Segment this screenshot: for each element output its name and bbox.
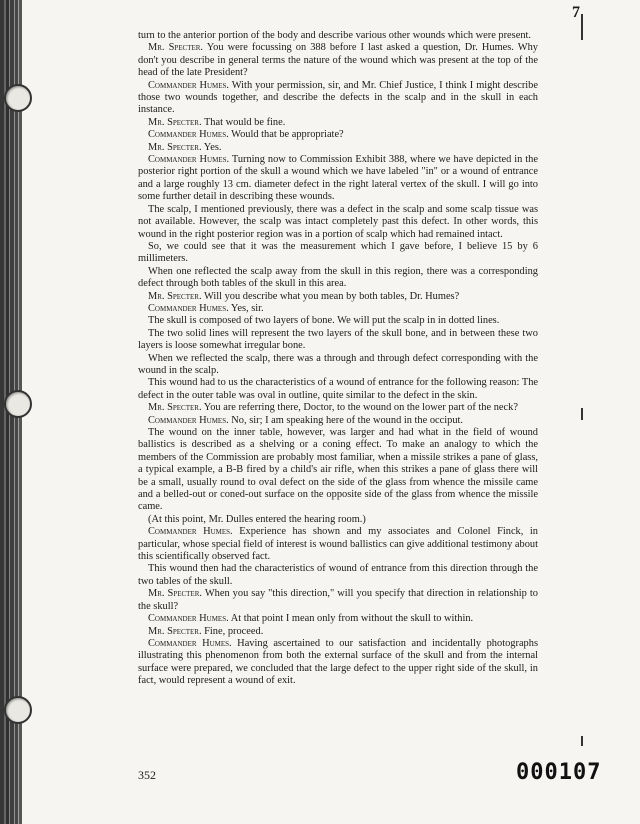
paragraph-text: The scalp, I mentioned previously, there was a defect in the scalp and some scalp tissue was not available. However, the scalp was intact completely past this defect. In other words, this wound in the right posterior region was in a portion of scalp which had remained intact. bbox=[138, 203, 538, 240]
testimony-text bbox=[138, 30, 538, 688]
corner-mark: 7 bbox=[572, 4, 580, 21]
paragraph bbox=[138, 415, 538, 427]
paragraph bbox=[138, 241, 538, 266]
page-number: 352 bbox=[138, 768, 156, 782]
paragraph-text: You were focussing on 388 before I last asked a question, Dr. Humes. Why don't you describe in general terms the nature of the wound which was present at the top of the head of the late President? bbox=[138, 42, 538, 79]
speaker-name: Commander Humes. bbox=[148, 154, 230, 166]
paragraph-text: The skull is composed of two layers of bone. We will put the scalp in in dotted lines. bbox=[148, 315, 500, 327]
speaker-name: Commander Humes. bbox=[148, 79, 230, 91]
paragraph bbox=[138, 142, 538, 154]
paragraph-text: turn to the anterior portion of the body and describe various other wounds which were present. bbox=[138, 30, 532, 41]
paragraph-text: The two solid lines will represent the two layers of the skull bone, and in between these two layers is loose somewhat irregular bone. bbox=[138, 327, 538, 352]
paragraph-text: With your permission, sir, and Mr. Chief Justice, I think I might describe those two wounds together, and describe the defects in the scalp and in the skull in each instance. bbox=[138, 79, 538, 116]
paragraph bbox=[138, 129, 538, 141]
paragraph bbox=[138, 303, 538, 315]
paragraph-text: (At this point, Mr. Dulles entered the hearing room.) bbox=[148, 513, 366, 525]
paragraph-text: Having ascertained to our satisfaction and incidentally photographs illustrating this phenomenon from both the external surface of the skull and from the internal surface were prepared, we concluded that the large defect to the upper right side of the skull, in fact, would represent a wound of exit. bbox=[138, 637, 538, 687]
paragraph bbox=[138, 638, 538, 688]
paragraph bbox=[138, 117, 538, 129]
speaker-name: Commander Humes. bbox=[148, 414, 229, 426]
paragraph bbox=[138, 80, 538, 117]
paragraph bbox=[138, 328, 538, 353]
punch-hole-bottom bbox=[4, 696, 32, 724]
paragraph bbox=[138, 514, 538, 526]
speaker-name: Mr. Specter. bbox=[148, 625, 202, 637]
paragraph bbox=[138, 291, 538, 303]
punch-hole-middle bbox=[4, 390, 32, 418]
paragraph bbox=[138, 154, 538, 204]
paragraph-text: So, we could see that it was the measurement which I gave before, I believe 15 by 6 millimeters. bbox=[138, 240, 538, 265]
speaker-name: Commander Humes. bbox=[148, 526, 233, 538]
speaker-name: Mr. Specter. bbox=[148, 42, 204, 54]
paragraph bbox=[138, 626, 538, 638]
speaker-name: Commander Humes. bbox=[148, 613, 229, 625]
paragraph bbox=[138, 613, 538, 625]
paragraph-text: When you say "this direction," will you specify that direction in relationship to the skull? bbox=[138, 588, 538, 612]
paragraph-text: When one reflected the scalp away from the skull in this region, there was a corresponding defect through both tables of the skull in this area. bbox=[138, 265, 538, 290]
paragraph bbox=[138, 204, 538, 241]
speaker-name: Commander Humes. bbox=[148, 129, 229, 141]
paragraph bbox=[138, 42, 538, 79]
speaker-name: Mr. Specter. bbox=[148, 141, 202, 153]
paragraph-text: Experience has shown and my associates and Colonel Finck, in particular, whose special field of interest is wound ballistics can give additional testimony about this scientifically observed fact. bbox=[138, 526, 538, 563]
paragraph bbox=[138, 563, 538, 588]
paragraph bbox=[138, 315, 538, 327]
paragraph-text: Yes, sir. bbox=[228, 302, 264, 314]
margin-mark bbox=[581, 736, 583, 746]
paragraph-text: At that point I mean only from without the skull to within. bbox=[228, 613, 474, 625]
speaker-name: Mr. Specter. bbox=[148, 588, 202, 600]
speaker-name: Mr. Specter. bbox=[148, 116, 202, 128]
paragraph bbox=[138, 427, 538, 514]
paragraph bbox=[138, 353, 538, 378]
paragraph bbox=[138, 526, 538, 563]
paragraph-text: You are referring there, Doctor, to the wound on the lower part of the neck? bbox=[201, 402, 518, 414]
paragraph-text: This wound had to us the characteristics of a wound of entrance for the following reason: The defect in the outer table was oval in outline, quite similar to the defect in the skin. bbox=[138, 377, 538, 401]
speaker-name: Commander Humes. bbox=[148, 302, 229, 314]
paragraph bbox=[138, 402, 538, 414]
paragraph bbox=[138, 30, 538, 42]
document-stamp: 000107 bbox=[516, 760, 602, 785]
speaker-name: Mr. Specter. bbox=[148, 402, 202, 414]
paragraph-text: Turning now to Commission Exhibit 388, where we have depicted in the posterior right portion of the skull a wound which we have labeled "in" or a wound of entrance and a large roughly 13 cm. diameter defect in the right lateral vertex of the skull. I will go into some further detail in describing these wounds. bbox=[138, 154, 538, 203]
paragraph-text: That would be fine. bbox=[201, 116, 286, 128]
paragraph bbox=[138, 377, 538, 402]
paragraph bbox=[138, 266, 538, 291]
paragraph-text: Would that be appropriate? bbox=[228, 129, 344, 141]
speaker-name: Commander Humes. bbox=[148, 637, 232, 649]
paragraph-text: The wound on the inner table, however, was larger and had what in the field of wound ballistics is described as a shelving or a coning effect. To make an analogy to which the members of the Commission are probably most familiar, when a missile strikes a pane of glass, a typical example, a B-B fired by a child's air rifle, when this strikes a pane of glass there will be a small, usually round to oval defect on the side of the glass from whence the missile came and a belled-out or coned-out surface on the opposite side of the glass from whence the missile came. bbox=[138, 427, 538, 513]
paragraph bbox=[138, 588, 538, 613]
punch-hole-top bbox=[4, 84, 32, 112]
speaker-name: Mr. Specter. bbox=[148, 290, 202, 302]
margin-mark bbox=[581, 14, 583, 40]
paragraph-text: Yes. bbox=[201, 141, 222, 153]
paragraph-text: This wound then had the characteristics of wound of entrance from this direction through the two tables of the skull. bbox=[138, 563, 538, 587]
margin-mark bbox=[581, 408, 583, 420]
paragraph-text: Fine, proceed. bbox=[201, 625, 264, 637]
paragraph-text: Will you describe what you mean by both tables, Dr. Humes? bbox=[201, 290, 460, 302]
paragraph-text: When we reflected the scalp, there was a through and through defect corresponding with the wound in the scalp. bbox=[138, 352, 538, 376]
paragraph-text: No, sir; I am speaking here of the wound in the occiput. bbox=[228, 414, 464, 426]
